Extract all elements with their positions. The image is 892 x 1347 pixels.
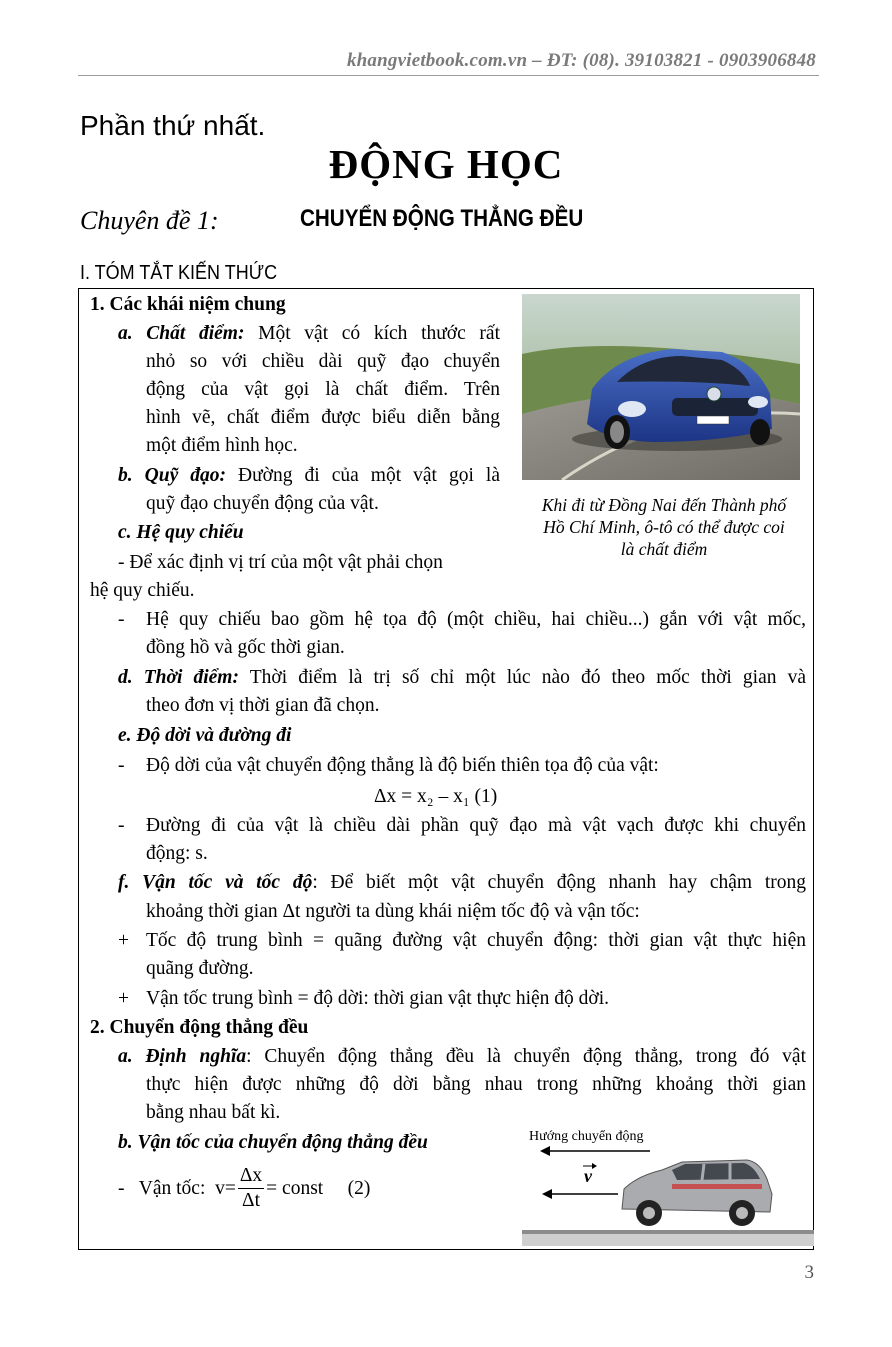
bullet-plus: + [118, 988, 129, 1009]
formula-1: Δx = x₂ – x₁ (1) [374, 786, 498, 807]
text-line: Đường đi của một vật gọi là [238, 465, 501, 486]
text-line: Một vật có kích thước rất [258, 323, 501, 344]
formula-suffix: = const (2) [266, 1177, 371, 1199]
fraction [238, 1164, 264, 1213]
text-line: : Để biết một vật chuyển động nhanh hay chậm trong [312, 872, 806, 893]
paragraph-quy-dao [118, 462, 500, 490]
term-label: a. Chất điểm: [118, 323, 245, 344]
text-line: bằng nhau bất kì. [146, 1102, 281, 1123]
text-line: Thời điểm là trị số chỉ một lúc nào đó theo mốc thời gian và [249, 667, 807, 688]
header-rule [78, 75, 819, 76]
photo-caption-line: Khi đi từ Đồng Nai đến Thành phố [541, 495, 787, 515]
paragraph-dinh-nghia [118, 1043, 806, 1071]
text-line: theo đơn vị thời gian đã chọn. [146, 695, 380, 716]
text-line: hệ quy chiếu. [90, 580, 195, 601]
subsection-heading: 2. Chuyển động thẳng đều [90, 1017, 309, 1038]
term-label: c. Hệ quy chiếu [118, 522, 244, 543]
term-label: b. Quỹ đạo: [118, 465, 226, 486]
text-line: quỹ đạo chuyển động của vật. [146, 493, 379, 514]
bullet-dash: - [118, 609, 125, 630]
text-line: động của vật gọi là chất điểm. Trên [146, 379, 500, 400]
paragraph-van-toc [118, 869, 806, 897]
text-line: : Chuyển động thẳng đều là chuyển động thẳng, trong đó vật [246, 1046, 806, 1067]
text-line: khoảng thời gian Δt người ta dùng khái niệm tốc độ và vận tốc: [146, 901, 640, 922]
paragraph-thoi-diem [118, 664, 806, 692]
term-label: f. Vận tốc và tốc độ [118, 872, 313, 893]
text-line: nhỏ so với chiều dài quỹ đạo chuyển [146, 351, 500, 372]
text-line: Vận tốc trung bình = độ dời: thời gian vật thực hiện độ dời. [146, 988, 610, 1009]
term-label: b. Vận tốc của chuyển động thẳng đều [118, 1132, 428, 1153]
text-line: Đường đi của vật là chiều dài phần quỹ đạo mà vật vạch được khi chuyển [146, 815, 806, 836]
section-title: I. TÓM TẮT KIẾN THỨC [80, 262, 278, 284]
text-line: Tốc độ trung bình = quãng đường vật chuyển động: thời gian vật thực hiện [146, 930, 806, 951]
direction-label: Hướng chuyển động [529, 1129, 644, 1144]
topic-title: CHUYỂN ĐỘNG THẲNG ĐỀU [300, 205, 584, 232]
fraction-denominator: Δt [242, 1190, 260, 1211]
subsection-heading: 1. Các khái niệm chung [90, 294, 286, 315]
bullet-dash: - [118, 755, 125, 776]
photo-caption [518, 494, 810, 560]
text-line: hình vẽ, chất điểm được biểu diễn bằng [146, 407, 500, 428]
page-header: khangvietbook.com.vn – ĐT: (08). 39103821 - 0903906848 [346, 50, 816, 71]
text-line: - Để xác định vị trí của một vật phải chọn [118, 552, 443, 573]
topic-label: Chuyên đề 1: [80, 206, 219, 235]
main-title: ĐỘNG HỌC [328, 141, 564, 187]
term-label: a. Định nghĩa [118, 1046, 247, 1067]
text-line: Hệ quy chiếu bao gồm hệ tọa độ (một chiều, hai chiều...) gắn với vật mốc, [146, 609, 806, 630]
photo-caption-line: là chất điểm [620, 539, 708, 559]
part-title: Phần thứ nhất. [80, 110, 266, 141]
bullet-dash: - [118, 815, 125, 836]
text-line: đồng hồ và gốc thời gian. [146, 637, 345, 658]
term-label: d. Thời điểm: [118, 667, 239, 688]
car-photo [522, 294, 800, 480]
text-line: thực hiện được những độ dời bằng nhau trong những khoảng thời gian [146, 1074, 806, 1095]
text-line: quãng đường. [146, 958, 254, 979]
vector-label: v [584, 1166, 592, 1186]
fraction-numerator: Δx [238, 1164, 264, 1189]
formula-2 [118, 1164, 370, 1213]
text-line: một điểm hình học. [146, 435, 298, 456]
photo-caption-line: Hồ Chí Minh, ô-tô có thể được coi [543, 517, 785, 537]
text-line: động: s. [146, 843, 208, 864]
page-number: 3 [804, 1262, 814, 1283]
bullet-plus: + [118, 930, 129, 951]
moving-car-figure [522, 1124, 814, 1246]
formula-prefix: - Vận tốc: v= [118, 1177, 236, 1199]
paragraph-chat-diem [118, 320, 500, 348]
term-label: e. Độ dời và đường đi [118, 725, 292, 746]
text-line: Độ dời của vật chuyển động thẳng là độ biến thiên tọa độ của vật: [146, 755, 659, 776]
